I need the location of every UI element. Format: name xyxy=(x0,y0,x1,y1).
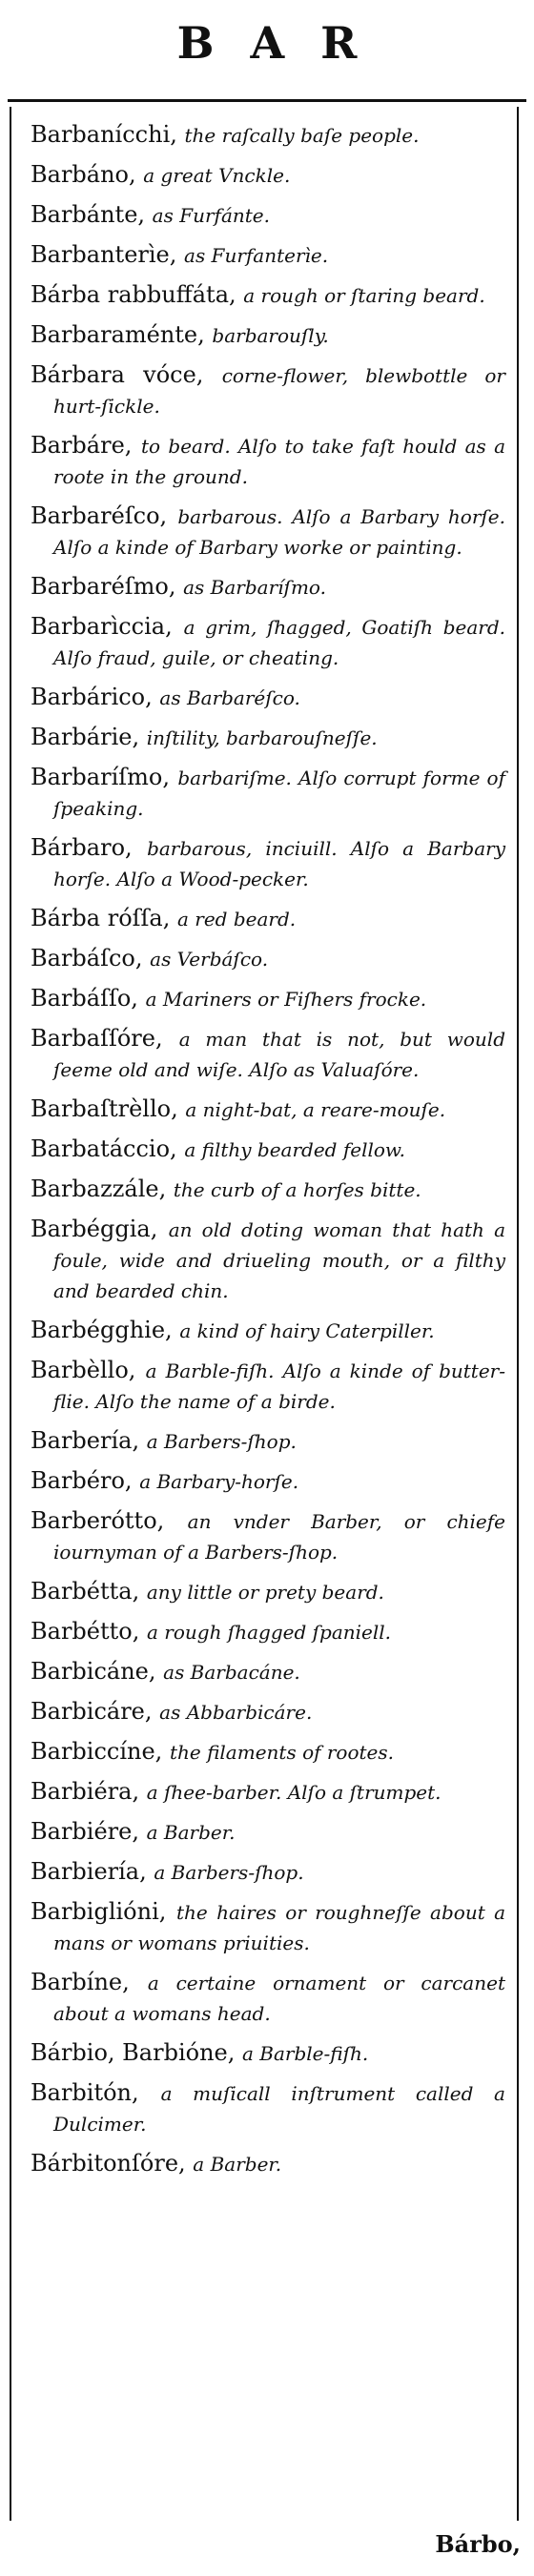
page-header xyxy=(0,0,534,86)
entry-definition: a Barbers-ſhop. xyxy=(154,1861,304,1884)
dictionary-entry xyxy=(31,944,505,974)
entry-headword: Barbaſſóre, xyxy=(31,1025,163,1052)
entry-definition: barbariſme. Alſo corrupt forme of ſpeaking. xyxy=(53,767,506,820)
entry-headword: Barbiglióni, xyxy=(31,1898,167,1925)
entry-headword: Barbárie, xyxy=(31,724,140,750)
entry-headword: Barbazzále, xyxy=(31,1176,167,1202)
dictionary-entry xyxy=(31,1817,505,1848)
entry-headword: Barbánte, xyxy=(31,201,146,228)
entry-definition: an vnder Barber, or chiefe iournyman of a Barbers-ſhop. xyxy=(53,1510,505,1564)
dictionary-entry xyxy=(31,280,505,311)
entry-headword: Bárba róſſa, xyxy=(31,905,171,931)
dictionary-entry xyxy=(31,1506,505,1567)
entry-headword: Barbiccíne, xyxy=(31,1738,163,1765)
entry-headword: Barbiére, xyxy=(31,1818,139,1845)
entry-definition: as Barbaríſmo. xyxy=(183,576,326,599)
entry-definition: a Mariners or Fiſhers frocke. xyxy=(145,988,427,1011)
entry-headword: Barbicáre, xyxy=(31,1698,153,1725)
dictionary-entry xyxy=(31,1857,505,1888)
entry-definition: a Barbers-ſhop. xyxy=(146,1430,297,1453)
dictionary-entry xyxy=(31,612,505,673)
entry-definition: barbarous. Alſo a Barbary horſe. Alſo a kinde of Barbary worke or painting. xyxy=(53,505,505,559)
dictionary-entry xyxy=(31,683,505,713)
dictionary-entry xyxy=(31,1426,505,1457)
entry-definition: a muſicall inſtrument called a Dulcimer. xyxy=(53,2082,505,2136)
entry-definition: corne-flower, blewbottle or hurt-ſickle. xyxy=(53,364,505,418)
entry-headword: Barbárico, xyxy=(31,684,153,710)
entry-definition: a rough or ſtaring beard. xyxy=(243,284,485,307)
entry-definition: a Barbary-horſe. xyxy=(139,1470,299,1493)
dictionary-entry xyxy=(31,1215,505,1306)
entry-definition: a great Vnckle. xyxy=(143,164,291,187)
entry-definition: as Verbáſco. xyxy=(150,948,269,971)
dictionary-entry xyxy=(31,904,505,934)
dictionary-entry xyxy=(31,1617,505,1647)
dictionary-entry xyxy=(31,1897,505,1958)
dictionary-entry xyxy=(31,1968,505,2029)
entry-headword: Barbéro, xyxy=(31,1467,133,1494)
dictionary-entry xyxy=(31,763,505,824)
entry-headword: Barbaréſco, xyxy=(31,502,168,529)
entry-headword: Barbéggia, xyxy=(31,1216,158,1242)
entry-headword: Bárbitonſóre, xyxy=(31,2150,186,2177)
entry-definition: an old doting woman that hath a foule, wide and driueling mouth, or a filthy and bearded chin. xyxy=(53,1218,505,1302)
entry-headword: Barbétta, xyxy=(31,1578,140,1605)
entry-definition: the haires or roughneſſe about a mans or womans priuities. xyxy=(53,1901,505,1954)
dictionary-entry xyxy=(31,1777,505,1808)
entry-definition: to beard. Alſo to take faſt hould as a roote in the ground. xyxy=(53,435,505,488)
entry-headword: Barberótto, xyxy=(31,1507,165,1534)
entry-definition: a Barber. xyxy=(193,2153,282,2176)
dictionary-entry xyxy=(31,1316,505,1346)
entry-definition: a ſhee-barber. Alſo a ſtrumpet. xyxy=(146,1781,442,1804)
dictionary-entry xyxy=(31,1094,505,1125)
entry-headword: Barbanícchi, xyxy=(31,121,177,148)
dictionary-entry xyxy=(31,1737,505,1768)
entry-headword: Barbaríſmo, xyxy=(31,764,170,790)
entry-definition: as Barbacáne. xyxy=(163,1661,300,1684)
entry-headword: Barbétto, xyxy=(31,1618,140,1645)
entry-headword: Bárbaro, xyxy=(31,834,133,861)
entry-headword: Bárbio, Barbióne, xyxy=(31,2039,236,2066)
entry-definition: barbarouſly. xyxy=(212,324,329,347)
entry-definition: inſtility, barbarouſneſſe. xyxy=(146,726,378,749)
entry-definition: the curb of a horſes bitte. xyxy=(173,1178,421,1201)
dictionary-entry xyxy=(31,320,505,351)
entry-headword: Barbaréſmo, xyxy=(31,573,176,600)
dictionary-entry xyxy=(31,1356,505,1417)
entry-headword: Barbatáccio, xyxy=(31,1135,177,1162)
entry-definition: barbarous, inciuill. Alſo a Barbary horſe. Alſo a Wood-pecker. xyxy=(53,837,505,890)
dictionary-entry xyxy=(31,501,505,562)
entry-headword: Barbiéra, xyxy=(31,1778,140,1805)
entry-definition: the raſcally baſe people. xyxy=(184,124,420,147)
dictionary-entry xyxy=(31,1697,505,1728)
entry-definition: any little or prety beard. xyxy=(146,1581,384,1604)
entry-headword: Bárbara vóce, xyxy=(31,361,204,388)
entry-definition: a night-bat, a reare-mouſe. xyxy=(185,1098,446,1121)
entry-definition: a kind of hairy Caterpiller. xyxy=(179,1319,435,1342)
entry-definition: a Barble-fiſh. xyxy=(242,2042,369,2065)
dictionary-entry xyxy=(31,360,505,421)
dictionary-entry xyxy=(31,572,505,603)
entry-definition: a filthy bearded fellow. xyxy=(184,1138,406,1161)
entry-definition: a red beard. xyxy=(176,908,297,930)
entry-headword: Barbarìccia, xyxy=(31,613,173,640)
entry-definition: a Barber. xyxy=(146,1821,236,1844)
dictionary-entry xyxy=(31,1135,505,1165)
dictionary-entry xyxy=(31,1657,505,1687)
entry-definition: as Abbarbicáre. xyxy=(159,1701,313,1724)
entry-headword: Barbiería, xyxy=(31,1858,147,1885)
dictionary-entry xyxy=(31,2078,505,2139)
dictionary-entry xyxy=(31,1577,505,1607)
entry-definition: as Furfanterìe. xyxy=(184,244,329,267)
entry-headword: Barbaraménte, xyxy=(31,321,205,348)
dictionary-entry xyxy=(31,723,505,753)
dictionary-entry xyxy=(31,1466,505,1497)
dictionary-entry xyxy=(31,984,505,1014)
dictionary-entry xyxy=(31,2038,505,2069)
entry-definition: the filaments of rootes. xyxy=(169,1741,395,1764)
dictionary-entry xyxy=(31,120,505,151)
dictionary-entry xyxy=(31,200,505,231)
entry-headword: Barbèllo, xyxy=(31,1357,136,1383)
entry-headword: Barbaſtrèllo, xyxy=(31,1095,178,1122)
dictionary-entry xyxy=(31,1024,505,1085)
entry-headword: Barbíne, xyxy=(31,1969,130,1995)
entry-definition: a certaine ornament or carcanet about a womans head. xyxy=(53,1972,505,2025)
entry-definition: a grim, ſhagged, Goatiſh beard. Alſo fraud, guile, or cheating. xyxy=(53,616,505,669)
entry-definition: as Barbaréſco. xyxy=(159,686,300,709)
dictionary-entry xyxy=(31,833,505,894)
entry-headword: Barbáre, xyxy=(31,432,133,459)
entry-headword: Barbitón, xyxy=(31,2079,139,2106)
entry-definition: a man that is not, but would ſeeme old and wiſe. Alſo as Valuaſóre. xyxy=(53,1028,505,1081)
dictionary-entry xyxy=(31,1175,505,1205)
page-title: BAR xyxy=(176,17,394,69)
dictionary-entry xyxy=(31,431,505,492)
dictionary-column xyxy=(10,107,519,2521)
dictionary-entry xyxy=(31,160,505,191)
entry-definition: a Barble-fiſh. Alſo a kinde of butter-flie. Alſo the name of a birde. xyxy=(53,1360,505,1413)
entry-headword: Barbáſco, xyxy=(31,945,143,971)
dictionary-entry xyxy=(31,2149,505,2179)
entry-headword: Barbicáne, xyxy=(31,1658,156,1685)
entry-definition: a rough ſhagged ſpaniell. xyxy=(147,1621,392,1644)
entry-headword: Barbería, xyxy=(31,1427,140,1454)
catchword: Bárbo, xyxy=(435,2530,521,2558)
entry-list xyxy=(31,120,505,2189)
header-rule xyxy=(8,99,526,102)
entry-headword: Barbáſſo, xyxy=(31,985,138,1012)
entry-headword: Barbanterìe, xyxy=(31,241,177,268)
entry-headword: Bárba rabbuffáta, xyxy=(31,281,236,308)
entry-headword: Barbáno, xyxy=(31,161,136,188)
dictionary-entry xyxy=(31,240,505,271)
entry-definition: as Furfánte. xyxy=(152,204,270,227)
entry-headword: Barbégghie, xyxy=(31,1317,173,1343)
